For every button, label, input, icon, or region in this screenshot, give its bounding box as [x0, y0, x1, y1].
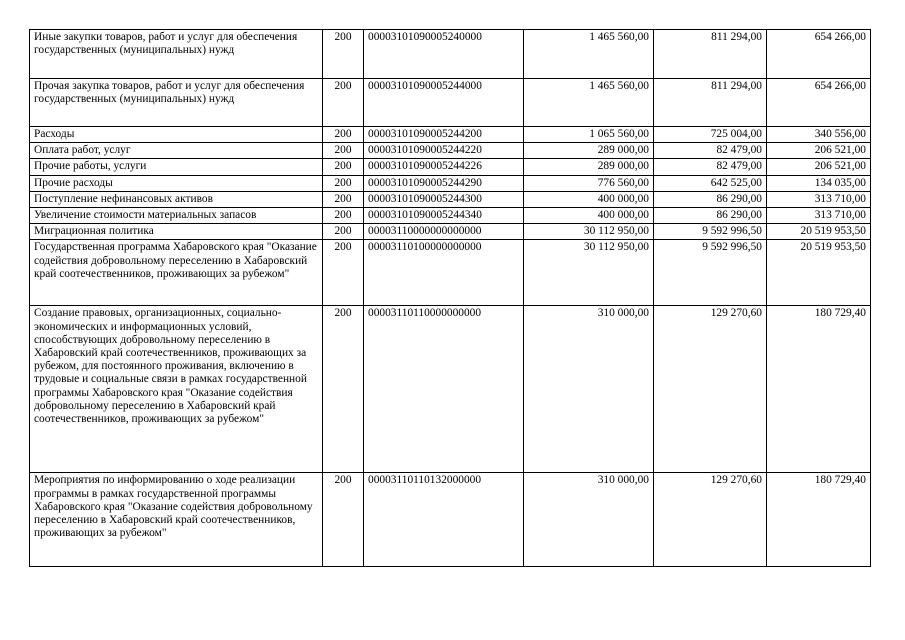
- row-unexecuted-cell: 313 710,00: [767, 191, 871, 207]
- row-executed-cell: 129 270,60: [654, 473, 767, 567]
- row-unexecuted-cell: 340 556,00: [767, 127, 871, 143]
- row-unexecuted-cell: 180 729,40: [767, 306, 871, 473]
- table-row: [30, 191, 871, 207]
- row-executed-cell: 811 294,00: [654, 30, 767, 79]
- table-row: [30, 30, 871, 79]
- row-kbk-cell: 00003101090005244226: [364, 159, 524, 175]
- row-kbk-cell: 00003101090005244300: [364, 191, 524, 207]
- row-code-cell: 200: [323, 191, 364, 207]
- table-row: [30, 79, 871, 127]
- row-code-cell: 200: [323, 143, 364, 159]
- table-row: [30, 208, 871, 224]
- row-code-cell: 200: [323, 473, 364, 567]
- row-name-cell: Поступление нефинансовых активов: [30, 191, 323, 207]
- row-kbk-cell: 00003101090005244200: [364, 127, 524, 143]
- row-name-cell: Увеличение стоимости материальных запасов: [30, 208, 323, 224]
- table-row: [30, 143, 871, 159]
- row-code-cell: 200: [323, 175, 364, 191]
- row-name-cell: Прочая закупка товаров, работ и услуг для обеспечения государственных (муниципальных) нужд: [30, 79, 323, 127]
- row-assigned-cell: 30 112 950,00: [524, 240, 654, 306]
- row-code-cell: 200: [323, 306, 364, 473]
- row-name-cell: Оплата работ, услуг: [30, 143, 323, 159]
- row-name-cell: Иные закупки товаров, работ и услуг для обеспечения государственных (муниципальных) нужд: [30, 30, 323, 79]
- row-kbk-cell: 00003101090005244290: [364, 175, 524, 191]
- row-code-cell: 200: [323, 208, 364, 224]
- row-name-cell: Прочие расходы: [30, 175, 323, 191]
- row-code-cell: 200: [323, 127, 364, 143]
- row-name-cell: Расходы: [30, 127, 323, 143]
- budget-report-page: [29, 29, 871, 567]
- row-assigned-cell: 400 000,00: [524, 208, 654, 224]
- row-kbk-cell: 00003101090005244000: [364, 79, 524, 127]
- row-code-cell: 200: [323, 79, 364, 127]
- row-executed-cell: 9 592 996,50: [654, 224, 767, 240]
- row-executed-cell: 9 592 996,50: [654, 240, 767, 306]
- row-executed-cell: 86 290,00: [654, 191, 767, 207]
- row-assigned-cell: 289 000,00: [524, 143, 654, 159]
- row-unexecuted-cell: 654 266,00: [767, 30, 871, 79]
- row-assigned-cell: 289 000,00: [524, 159, 654, 175]
- table-row: [30, 306, 871, 473]
- row-unexecuted-cell: 206 521,00: [767, 143, 871, 159]
- row-executed-cell: 725 004,00: [654, 127, 767, 143]
- row-kbk-cell: 00003110110000000000: [364, 306, 524, 473]
- row-code-cell: 200: [323, 30, 364, 79]
- row-assigned-cell: 310 000,00: [524, 473, 654, 567]
- row-assigned-cell: 1 465 560,00: [524, 30, 654, 79]
- table-row: [30, 240, 871, 306]
- row-kbk-cell: 00003101090005240000: [364, 30, 524, 79]
- row-kbk-cell: 00003101090005244340: [364, 208, 524, 224]
- row-executed-cell: 811 294,00: [654, 79, 767, 127]
- row-executed-cell: 86 290,00: [654, 208, 767, 224]
- row-unexecuted-cell: 180 729,40: [767, 473, 871, 567]
- row-assigned-cell: 310 000,00: [524, 306, 654, 473]
- table-row: [30, 127, 871, 143]
- row-kbk-cell: 00003110110132000000: [364, 473, 524, 567]
- row-code-cell: 200: [323, 224, 364, 240]
- row-kbk-cell: 00003101090005244220: [364, 143, 524, 159]
- row-unexecuted-cell: 313 710,00: [767, 208, 871, 224]
- row-executed-cell: 129 270,60: [654, 306, 767, 473]
- row-executed-cell: 82 479,00: [654, 143, 767, 159]
- row-assigned-cell: 1 065 560,00: [524, 127, 654, 143]
- row-code-cell: 200: [323, 240, 364, 306]
- row-code-cell: 200: [323, 159, 364, 175]
- row-unexecuted-cell: 20 519 953,50: [767, 240, 871, 306]
- table-row: [30, 224, 871, 240]
- row-assigned-cell: 776 560,00: [524, 175, 654, 191]
- row-assigned-cell: 1 465 560,00: [524, 79, 654, 127]
- row-unexecuted-cell: 654 266,00: [767, 79, 871, 127]
- row-assigned-cell: 400 000,00: [524, 191, 654, 207]
- row-executed-cell: 82 479,00: [654, 159, 767, 175]
- row-kbk-cell: 00003110000000000000: [364, 224, 524, 240]
- row-kbk-cell: 00003110100000000000: [364, 240, 524, 306]
- row-name-cell: Создание правовых, организационных, социально-экономических и информационных условий, способствующих добровольному переселению в Хабаровский край соотечественников, проживающих за рубежом, для постоянного проживания, включению в трудовые и социальные связи в рамках государственной программы Хабаровского края "Оказание содействия добровольному переселению в Хабаровский край соотечественников, проживающих за рубежом": [30, 306, 323, 473]
- row-name-cell: Мероприятия по информированию о ходе реализации программы в рамках государственной программы Хабаровского края "Оказание содействия добровольному переселению в Хабаровский край соотечественников, проживающих за рубежом": [30, 473, 323, 567]
- row-name-cell: Государственная программа Хабаровского края "Оказание содействия добровольному переселению в Хабаровский край соотечественников, проживающих за рубежом": [30, 240, 323, 306]
- row-assigned-cell: 30 112 950,00: [524, 224, 654, 240]
- row-name-cell: Прочие работы, услуги: [30, 159, 323, 175]
- table-row: [30, 175, 871, 191]
- row-unexecuted-cell: 206 521,00: [767, 159, 871, 175]
- table-row: [30, 473, 871, 567]
- row-name-cell: Миграционная политика: [30, 224, 323, 240]
- row-unexecuted-cell: 134 035,00: [767, 175, 871, 191]
- row-executed-cell: 642 525,00: [654, 175, 767, 191]
- row-unexecuted-cell: 20 519 953,50: [767, 224, 871, 240]
- table-row: [30, 159, 871, 175]
- budget-execution-table: [29, 29, 871, 567]
